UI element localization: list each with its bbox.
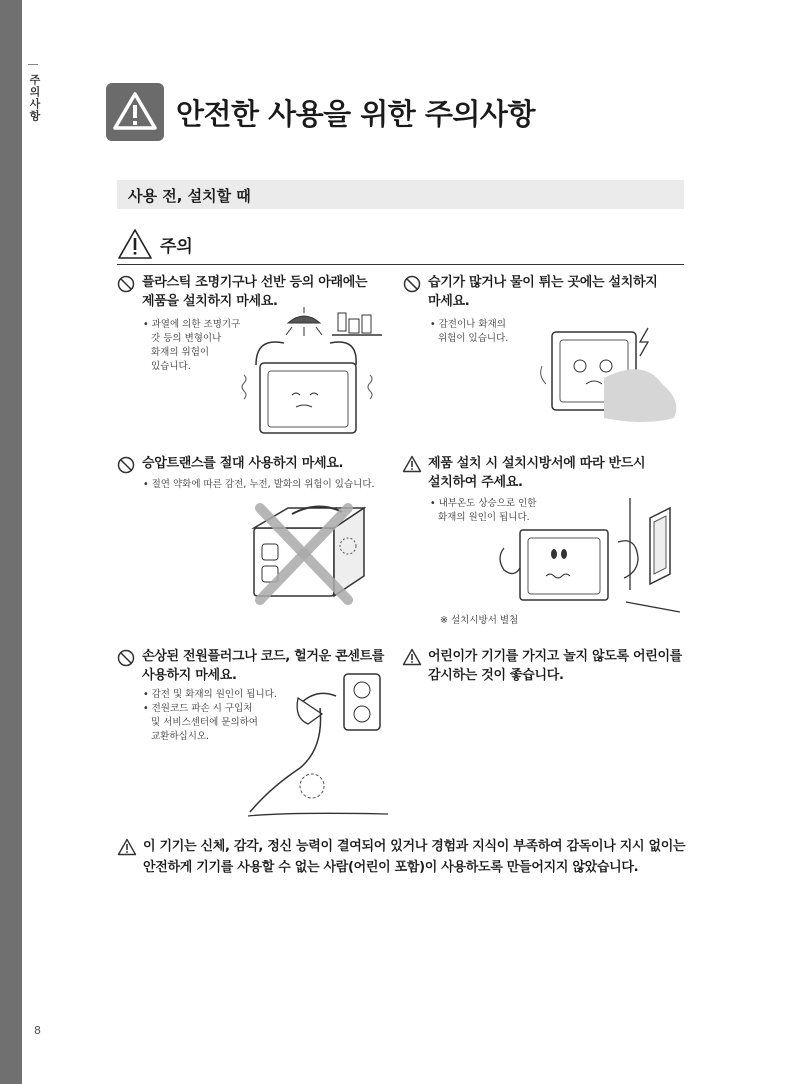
item-2-note: • 감전이나 화재의 위험이 있습니다. [430, 319, 509, 344]
item-6-title: 어린이가 기기를 가지고 놀지 않도록 어린이를 감시하는 것이 좋습니다. [428, 649, 683, 683]
item-5-title: 손상된 전원플러그나 코드, 헐거운 콘센트를 사용하지 마세요. [142, 649, 385, 683]
prohibited-icon [403, 275, 421, 293]
prohibited-icon [117, 456, 135, 474]
item-4-appendix: ※ 설치시방서 별첨 [440, 615, 519, 626]
section-title: 사용 전, 설치할 때 [128, 187, 251, 205]
step-up-transformer-illustration [248, 500, 373, 605]
item-2-title: 습기가 많거나 물이 튀는 곳에는 설치하지 마세요. [428, 275, 658, 309]
damaged-plug-illustration [240, 668, 390, 828]
section-header [117, 180, 684, 209]
item-3-note: • 절연 약화에 따른 감전, 누전, 발화의 위험이 있습니다. [143, 479, 375, 490]
oven-near-water-illustration [536, 322, 686, 422]
built-in-installation-illustration [484, 498, 684, 614]
prohibited-icon [117, 649, 135, 667]
warning-triangle-icon [402, 455, 422, 473]
warning-triangle-icon [117, 838, 137, 856]
item-1-note: • 과열에 의한 조명기구 갓 등의 변형이나 화재의 위험이 있습니다. [143, 319, 241, 372]
title-warning-box [106, 83, 164, 141]
warning-triangle-icon [106, 83, 164, 141]
prohibited-icon [117, 275, 135, 293]
caution-divider [117, 264, 684, 265]
sidebar-strip [0, 0, 22, 1084]
item-5-note: • 감전 및 화재의 원인이 됩니다. • 전원코드 파손 시 구입처 및 서비스센터에 문의하여 교환하십시오. [143, 689, 277, 742]
sidebar-section-label: 주의사항 [28, 74, 41, 122]
caution-label: 주의 [160, 237, 193, 257]
page-number: 8 [34, 1024, 41, 1037]
item-4-title: 제품 설치 시 설치시방서에 따라 반드시 설치하여 주세요. [428, 456, 646, 490]
item-1-title: 플라스틱 조명기구나 선반 등의 아래에는 제품을 설치하지 마세요. [142, 275, 368, 309]
item-3-title: 승압트랜스를 절대 사용하지 마세요. [142, 456, 344, 471]
final-note: 이 기기는 신체, 감각, 정신 능력이 결여되어 있거나 경험과 지식이 부족하여 감독이나 지시 없이는 안전하게 기기를 사용할 수 없는 사람(어린이 포함)이 사용하도록 만들어지지 않았습니다. [143, 839, 686, 875]
warning-triangle-icon [402, 648, 422, 666]
item-4-note: • 내부온도 상승으로 인한 화재의 원인이 됩니다. [430, 498, 537, 523]
page-title: 안전한 사용을 위한 주의사항 [176, 97, 535, 131]
oven-under-lamp-illustration [236, 305, 386, 440]
warning-triangle-icon [117, 228, 153, 260]
